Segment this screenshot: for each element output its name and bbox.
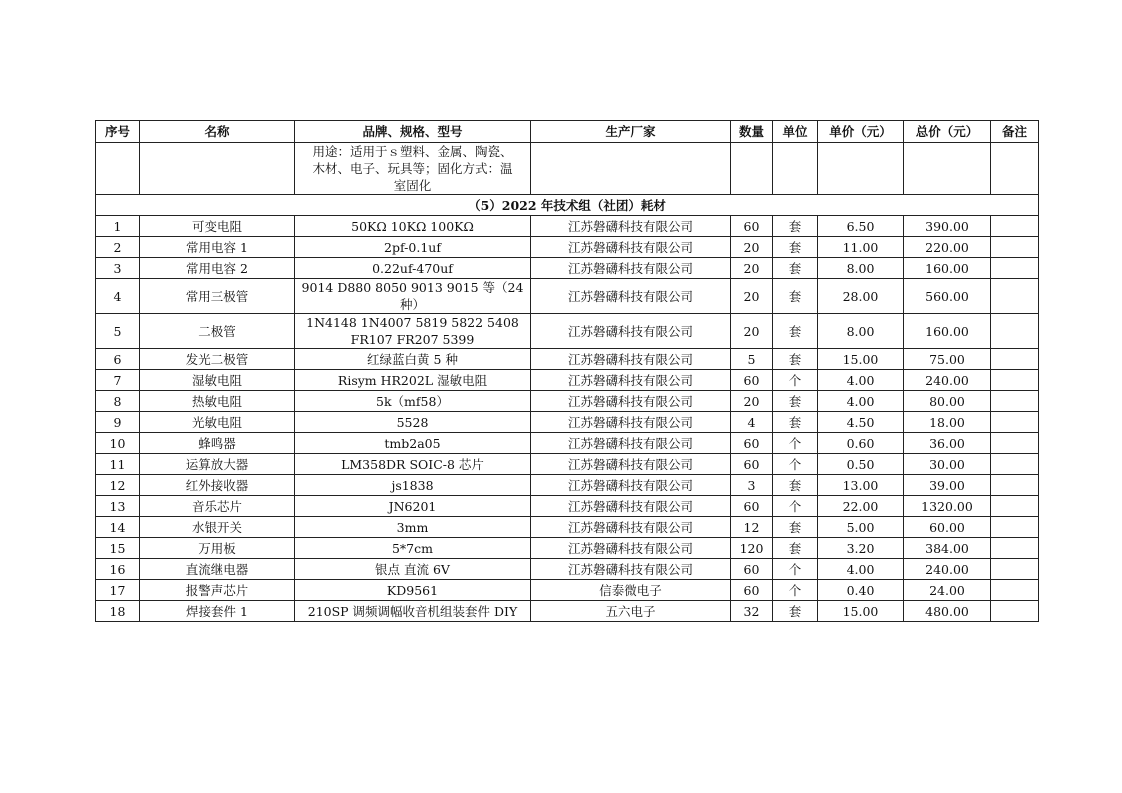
cell-total bbox=[904, 143, 991, 195]
cell-no: 14 bbox=[96, 517, 140, 538]
cell-qty: 5 bbox=[731, 349, 773, 370]
cell-spec: 银点 直流 6V bbox=[295, 559, 531, 580]
table-row bbox=[96, 412, 1039, 433]
cell-note bbox=[991, 496, 1039, 517]
cell-maker: 江苏磐礴科技有限公司 bbox=[531, 279, 731, 314]
header-spec: 品牌、规格、型号 bbox=[295, 121, 531, 143]
cell-qty: 60 bbox=[731, 454, 773, 475]
cell-no: 11 bbox=[96, 454, 140, 475]
cell-note bbox=[991, 454, 1039, 475]
cell-no: 4 bbox=[96, 279, 140, 314]
cell-no: 13 bbox=[96, 496, 140, 517]
cell-no: 7 bbox=[96, 370, 140, 391]
cell-unit: 套 bbox=[773, 314, 818, 349]
cell-spec: 210SP 调频调幅收音机组装套件 DIY bbox=[295, 601, 531, 622]
cell-qty: 20 bbox=[731, 237, 773, 258]
table-row bbox=[96, 517, 1039, 538]
cell-maker: 江苏磐礴科技有限公司 bbox=[531, 258, 731, 279]
cell-unit: 个 bbox=[773, 559, 818, 580]
table-row bbox=[96, 475, 1039, 496]
cell-unit: 个 bbox=[773, 370, 818, 391]
cell-maker: 江苏磐礴科技有限公司 bbox=[531, 559, 731, 580]
cell-spec-continuation bbox=[295, 143, 531, 195]
cell-price: 0.40 bbox=[818, 580, 904, 601]
cell-price: 4.50 bbox=[818, 412, 904, 433]
cell-spec: LM358DR SOIC-8 芯片 bbox=[295, 454, 531, 475]
cell-note bbox=[991, 279, 1039, 314]
table-row bbox=[96, 601, 1039, 622]
cell-price: 0.50 bbox=[818, 454, 904, 475]
cell-price: 8.00 bbox=[818, 314, 904, 349]
cell-qty: 60 bbox=[731, 559, 773, 580]
cell-spec: 1N4148 1N4007 5819 5822 5408 FR107 FR207 5399 bbox=[295, 314, 531, 349]
cell-maker: 江苏磐礴科技有限公司 bbox=[531, 237, 731, 258]
cell-price: 6.50 bbox=[818, 216, 904, 237]
cell-maker bbox=[531, 143, 731, 195]
cell-price bbox=[818, 143, 904, 195]
cell-no: 3 bbox=[96, 258, 140, 279]
cell-name: 光敏电阻 bbox=[140, 412, 295, 433]
cell-total: 1320.00 bbox=[904, 496, 991, 517]
cell-note bbox=[991, 237, 1039, 258]
cell-qty: 60 bbox=[731, 216, 773, 237]
header-row bbox=[96, 121, 1039, 143]
cell-name: 蜂鸣器 bbox=[140, 433, 295, 454]
cell-maker: 江苏磐礴科技有限公司 bbox=[531, 370, 731, 391]
cell-spec: 2pf-0.1uf bbox=[295, 237, 531, 258]
cell-note bbox=[991, 601, 1039, 622]
cell-note bbox=[991, 314, 1039, 349]
cell-total: 240.00 bbox=[904, 559, 991, 580]
cell-unit: 套 bbox=[773, 279, 818, 314]
cell-unit: 套 bbox=[773, 237, 818, 258]
cell-total: 30.00 bbox=[904, 454, 991, 475]
cell-name: 二极管 bbox=[140, 314, 295, 349]
cell-unit: 套 bbox=[773, 601, 818, 622]
table-row bbox=[96, 314, 1039, 349]
cell-name: 热敏电阻 bbox=[140, 391, 295, 412]
section-row bbox=[96, 195, 1039, 216]
cell-spec: 5528 bbox=[295, 412, 531, 433]
header-name: 名称 bbox=[140, 121, 295, 143]
cell-qty: 20 bbox=[731, 391, 773, 412]
cell-spec: 5*7cm bbox=[295, 538, 531, 559]
table-row bbox=[96, 559, 1039, 580]
cell-note bbox=[991, 412, 1039, 433]
header-maker: 生产厂家 bbox=[531, 121, 731, 143]
spec-line: 用途：适用于ｓ塑料、金属、陶瓷、 bbox=[312, 144, 513, 159]
cell-spec: 0.22uf-470uf bbox=[295, 258, 531, 279]
cell-name: 音乐芯片 bbox=[140, 496, 295, 517]
cell-qty: 20 bbox=[731, 279, 773, 314]
cell-qty: 20 bbox=[731, 258, 773, 279]
cell-unit: 套 bbox=[773, 538, 818, 559]
cell-maker: 江苏磐礴科技有限公司 bbox=[531, 391, 731, 412]
cell-qty: 12 bbox=[731, 517, 773, 538]
cell-total: 220.00 bbox=[904, 237, 991, 258]
cell-total: 390.00 bbox=[904, 216, 991, 237]
cell-qty: 32 bbox=[731, 601, 773, 622]
cell-name: 发光二极管 bbox=[140, 349, 295, 370]
cell-note bbox=[991, 370, 1039, 391]
cell-name bbox=[140, 143, 295, 195]
table-row bbox=[96, 496, 1039, 517]
cell-note bbox=[991, 538, 1039, 559]
cell-total: 36.00 bbox=[904, 433, 991, 454]
cell-maker: 江苏磐礴科技有限公司 bbox=[531, 412, 731, 433]
cell-no: 15 bbox=[96, 538, 140, 559]
cell-price: 4.00 bbox=[818, 391, 904, 412]
cell-maker: 江苏磐礴科技有限公司 bbox=[531, 517, 731, 538]
cell-qty: 60 bbox=[731, 370, 773, 391]
cell-total: 384.00 bbox=[904, 538, 991, 559]
cell-no: 16 bbox=[96, 559, 140, 580]
cell-name: 万用板 bbox=[140, 538, 295, 559]
cell-spec: Risym HR202L 湿敏电阻 bbox=[295, 370, 531, 391]
header-no: 序号 bbox=[96, 121, 140, 143]
cell-spec: 红绿蓝白黄 5 种 bbox=[295, 349, 531, 370]
cell-total: 560.00 bbox=[904, 279, 991, 314]
cell-note bbox=[991, 258, 1039, 279]
header-note: 备注 bbox=[991, 121, 1039, 143]
cell-price: 3.20 bbox=[818, 538, 904, 559]
cell-note bbox=[991, 580, 1039, 601]
cell-price: 8.00 bbox=[818, 258, 904, 279]
cell-unit: 套 bbox=[773, 475, 818, 496]
spec-line: 室固化 bbox=[393, 178, 432, 193]
cell-no: 6 bbox=[96, 349, 140, 370]
table-row bbox=[96, 580, 1039, 601]
cell-spec: 9014 D880 8050 9013 9015 等（24 种） bbox=[295, 279, 531, 314]
cell-no: 18 bbox=[96, 601, 140, 622]
cell-no: 2 bbox=[96, 237, 140, 258]
cell-no: 8 bbox=[96, 391, 140, 412]
cell-no: 1 bbox=[96, 216, 140, 237]
cell-price: 28.00 bbox=[818, 279, 904, 314]
cell-unit: 套 bbox=[773, 258, 818, 279]
cell-total: 160.00 bbox=[904, 258, 991, 279]
cell-note bbox=[991, 391, 1039, 412]
cell-price: 22.00 bbox=[818, 496, 904, 517]
table-row bbox=[96, 391, 1039, 412]
cell-no: 5 bbox=[96, 314, 140, 349]
cell-maker: 江苏磐礴科技有限公司 bbox=[531, 433, 731, 454]
cell-name: 红外接收器 bbox=[140, 475, 295, 496]
cell-name: 常用电容 2 bbox=[140, 258, 295, 279]
cell-maker: 江苏磐礴科技有限公司 bbox=[531, 314, 731, 349]
cell-price: 15.00 bbox=[818, 349, 904, 370]
cell-spec: 3mm bbox=[295, 517, 531, 538]
cell-qty: 60 bbox=[731, 433, 773, 454]
cell-qty: 20 bbox=[731, 314, 773, 349]
cell-total: 480.00 bbox=[904, 601, 991, 622]
table-row bbox=[96, 258, 1039, 279]
cell-qty bbox=[731, 143, 773, 195]
cell-name: 可变电阻 bbox=[140, 216, 295, 237]
header-price: 单价（元） bbox=[818, 121, 904, 143]
cell-note bbox=[991, 143, 1039, 195]
cell-name: 运算放大器 bbox=[140, 454, 295, 475]
continuation-row bbox=[96, 143, 1039, 195]
table-row bbox=[96, 433, 1039, 454]
cell-name: 常用电容 1 bbox=[140, 237, 295, 258]
cell-name: 湿敏电阻 bbox=[140, 370, 295, 391]
cell-spec: JN6201 bbox=[295, 496, 531, 517]
header-qty: 数量 bbox=[731, 121, 773, 143]
cell-name: 常用三极管 bbox=[140, 279, 295, 314]
cell-total: 60.00 bbox=[904, 517, 991, 538]
cell-total: 80.00 bbox=[904, 391, 991, 412]
cell-qty: 60 bbox=[731, 496, 773, 517]
cell-total: 39.00 bbox=[904, 475, 991, 496]
cell-unit: 套 bbox=[773, 216, 818, 237]
table-row bbox=[96, 237, 1039, 258]
cell-note bbox=[991, 475, 1039, 496]
cell-maker: 江苏磐礴科技有限公司 bbox=[531, 538, 731, 559]
cell-maker: 江苏磐礴科技有限公司 bbox=[531, 349, 731, 370]
cell-note bbox=[991, 216, 1039, 237]
cell-qty: 60 bbox=[731, 580, 773, 601]
cell-total: 18.00 bbox=[904, 412, 991, 433]
cell-maker: 江苏磐礴科技有限公司 bbox=[531, 216, 731, 237]
cell-name: 直流继电器 bbox=[140, 559, 295, 580]
table-row bbox=[96, 454, 1039, 475]
cell-price: 13.00 bbox=[818, 475, 904, 496]
cell-note bbox=[991, 517, 1039, 538]
cell-spec: KD9561 bbox=[295, 580, 531, 601]
procurement-table bbox=[95, 120, 1039, 622]
cell-no: 9 bbox=[96, 412, 140, 433]
cell-price: 4.00 bbox=[818, 370, 904, 391]
cell-name: 水银开关 bbox=[140, 517, 295, 538]
cell-maker: 五六电子 bbox=[531, 601, 731, 622]
cell-note bbox=[991, 559, 1039, 580]
cell-no bbox=[96, 143, 140, 195]
table-row bbox=[96, 279, 1039, 314]
cell-unit: 套 bbox=[773, 412, 818, 433]
cell-unit: 个 bbox=[773, 580, 818, 601]
cell-spec: js1838 bbox=[295, 475, 531, 496]
cell-price: 0.60 bbox=[818, 433, 904, 454]
header-total: 总价（元） bbox=[904, 121, 991, 143]
cell-total: 240.00 bbox=[904, 370, 991, 391]
cell-unit: 套 bbox=[773, 517, 818, 538]
cell-price: 5.00 bbox=[818, 517, 904, 538]
cell-qty: 4 bbox=[731, 412, 773, 433]
cell-maker: 江苏磐礴科技有限公司 bbox=[531, 475, 731, 496]
header-unit: 单位 bbox=[773, 121, 818, 143]
table-row bbox=[96, 370, 1039, 391]
cell-unit bbox=[773, 143, 818, 195]
table-row bbox=[96, 349, 1039, 370]
cell-no: 12 bbox=[96, 475, 140, 496]
cell-total: 160.00 bbox=[904, 314, 991, 349]
cell-unit: 个 bbox=[773, 454, 818, 475]
cell-unit: 套 bbox=[773, 349, 818, 370]
cell-name: 焊接套件 1 bbox=[140, 601, 295, 622]
table-row bbox=[96, 538, 1039, 559]
section-title: （5）2022 年技术组（社团）耗材 bbox=[96, 195, 1039, 216]
cell-spec: tmb2a05 bbox=[295, 433, 531, 454]
cell-name: 报警声芯片 bbox=[140, 580, 295, 601]
cell-price: 15.00 bbox=[818, 601, 904, 622]
cell-maker: 江苏磐礴科技有限公司 bbox=[531, 454, 731, 475]
cell-qty: 120 bbox=[731, 538, 773, 559]
cell-spec: 50KΩ 10KΩ 100KΩ bbox=[295, 216, 531, 237]
cell-total: 75.00 bbox=[904, 349, 991, 370]
cell-unit: 个 bbox=[773, 496, 818, 517]
spec-line: 木材、电子、玩具等；固化方式：温 bbox=[312, 161, 513, 176]
cell-price: 4.00 bbox=[818, 559, 904, 580]
cell-total: 24.00 bbox=[904, 580, 991, 601]
cell-qty: 3 bbox=[731, 475, 773, 496]
cell-note bbox=[991, 349, 1039, 370]
cell-no: 17 bbox=[96, 580, 140, 601]
cell-note bbox=[991, 433, 1039, 454]
cell-price: 11.00 bbox=[818, 237, 904, 258]
cell-unit: 个 bbox=[773, 433, 818, 454]
cell-unit: 套 bbox=[773, 391, 818, 412]
cell-no: 10 bbox=[96, 433, 140, 454]
cell-maker: 信泰微电子 bbox=[531, 580, 731, 601]
cell-spec: 5k（mf58） bbox=[295, 391, 531, 412]
table-row bbox=[96, 216, 1039, 237]
cell-maker: 江苏磐礴科技有限公司 bbox=[531, 496, 731, 517]
